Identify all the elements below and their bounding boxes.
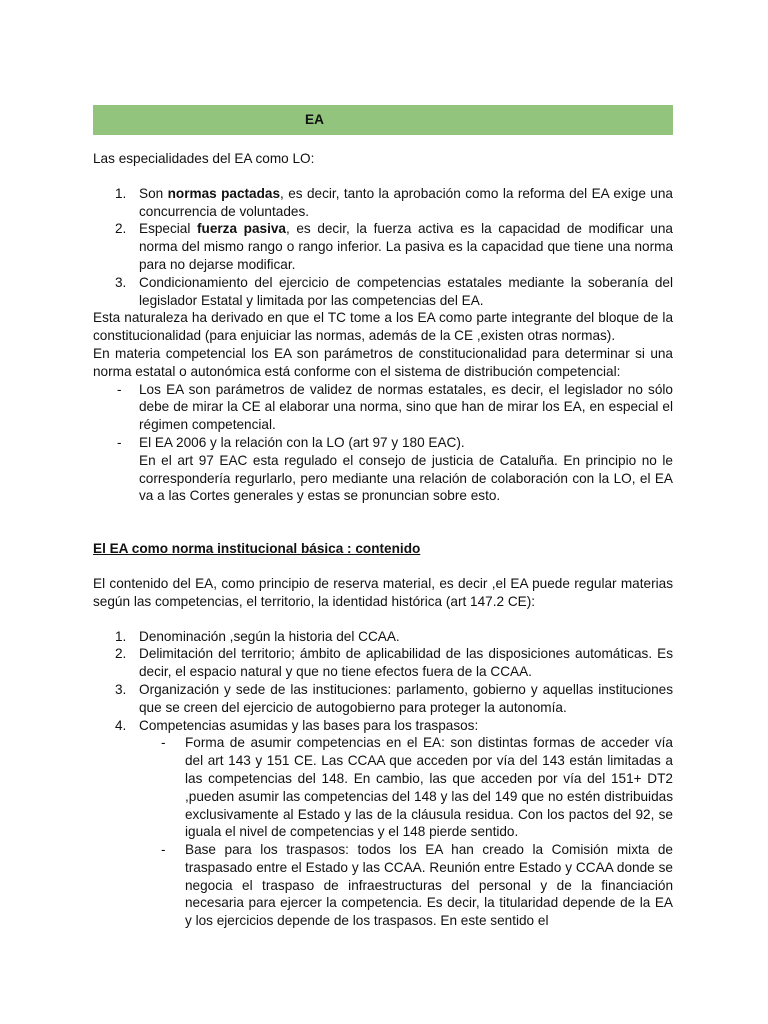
banner-title: EA — [305, 112, 324, 127]
section-heading: El EA como norma institucional básica : contenido — [93, 541, 421, 557]
list-item: 1. Denominación ,según la historia del CCAA. — [115, 628, 400, 644]
list-item: 3. Organización y sede de las instituciones: parlamento, gobierno y aquellas instituciones que se creen del ejercicio de autogobierno para proteger la autonomía. — [115, 681, 673, 715]
list-item: 2. Delimitación del territorio; ámbito de aplicabilidad de las disposiciones automáticas. Es decir, el espacio natural y que no tiene efectos fuera de la CCAA. — [115, 646, 673, 680]
content-list — [93, 628, 673, 931]
list-item: 1. Son normas pactadas, es decir, tanto la aprobación como la reforma del EA exige una concurrencia de voluntades. — [115, 185, 673, 219]
list-item: - El EA 2006 y la relación con la LO (art 97 y 180 EAC). En el art 97 EAC esta regulado el consejo de justicia de Cataluña. En principio no le correspondería regurlarlo, pero mediante una relación de colaboración con la LO, el EA va a las Cortes generales y estas se pronuncian sobre esto. — [117, 434, 673, 504]
parameters-list — [93, 381, 673, 506]
document-body — [93, 150, 673, 930]
list-item: - Los EA son parámetros de validez de normas estatales, es decir, el legislador no sólo debe de mirar la CE al elaborar una norma, sino que han de mirar los EA, en especial el régimen competencial. — [117, 381, 673, 433]
list-item: 2. Especial fuerza pasiva, es decir, la fuerza activa es la capacidad de modificar una norma del mismo rango o rango inferior. La pasiva es la capacidad que tiene una norma para no dejarse modificar. — [115, 221, 673, 272]
specialties-list — [93, 185, 673, 310]
intro-paragraph: Las especialidades del EA como LO: — [93, 151, 315, 166]
competencies-sublist — [139, 734, 673, 930]
paragraph: En materia competencial los EA son parámetros de constitucionalidad para determinar si una norma estatal o autonómica está conforme con el sistema de distribución competencial: — [93, 345, 673, 379]
list-item: - Forma de asumir competencias en el EA: son distintas formas de acceder vía del art 143 y 151 CE. Las CCAA que acceden por vía del 143 están limitadas a las competencias del 148. En cambio, las que acceden por vía del 151+ DT2 ,pueden asumir las competencias del 148 y las del 149 que no estén distribuidas exclusivamente al Estado y las de la cláusula residua. Con los pactos del 92, se iguala el nivel de competencias y el 148 pierde sentido. — [161, 735, 673, 840]
list-item: 4. Competencias asumidas y las bases para los traspasos: - Forma de asumir competencias en el EA: son distintas formas de acceder vía del art 143 y 151 CE. Las CCAA que acceden por vía del 143 están limitadas a las competencias del 148. En cambio, las que acceden por vía del 151+ DT2 ,pueden asumir las competencias del 148 y las del 149 que no estén distribuidas exclusivamente al Estado y las de la cláusula residua. Con los pactos del 92, se iguala el nivel de competencias y el 148 pierde sentido. - Base para los traspasos: todos los EA han creado la Comisión mixta de traspasado entre el Estado y las CCAA. Reunión entre Estado y CCAA donde se negocia el traspaso de infraestructuras del personal y de la financiación necesaria para ejercer la competencia. Es decir, la titularidad depende de la EA y los ejercicios depende de los traspasos. En este sentido el — [115, 717, 673, 929]
list-item: - Base para los traspasos: todos los EA han creado la Comisión mixta de traspasado entre el Estado y las CCAA. Reunión entre Estado y CCAA donde se negocia el traspaso de infraestructuras del personal y de la financiación necesaria para ejercer la competencia. Es decir, la titularidad depende de la EA y los ejercicios depende de los traspasos. En este sentido el — [161, 842, 673, 929]
paragraph: Esta naturaleza ha derivado en que el TC tome a los EA como parte integrante del bloque de la constitucionalidad (para enjuiciar las normas, además de la CE ,existen otras normas). — [93, 310, 673, 344]
title-banner — [93, 105, 673, 135]
paragraph: El contenido del EA, como principio de reserva material, es decir ,el EA puede regular materias según las competencias, el territorio, la identidad histórica (art 147.2 CE): — [93, 575, 673, 609]
list-item: 3. Condicionamiento del ejercicio de competencias estatales mediante la soberanía del legislador Estatal y limitada por las competencias del EA. — [115, 274, 673, 308]
